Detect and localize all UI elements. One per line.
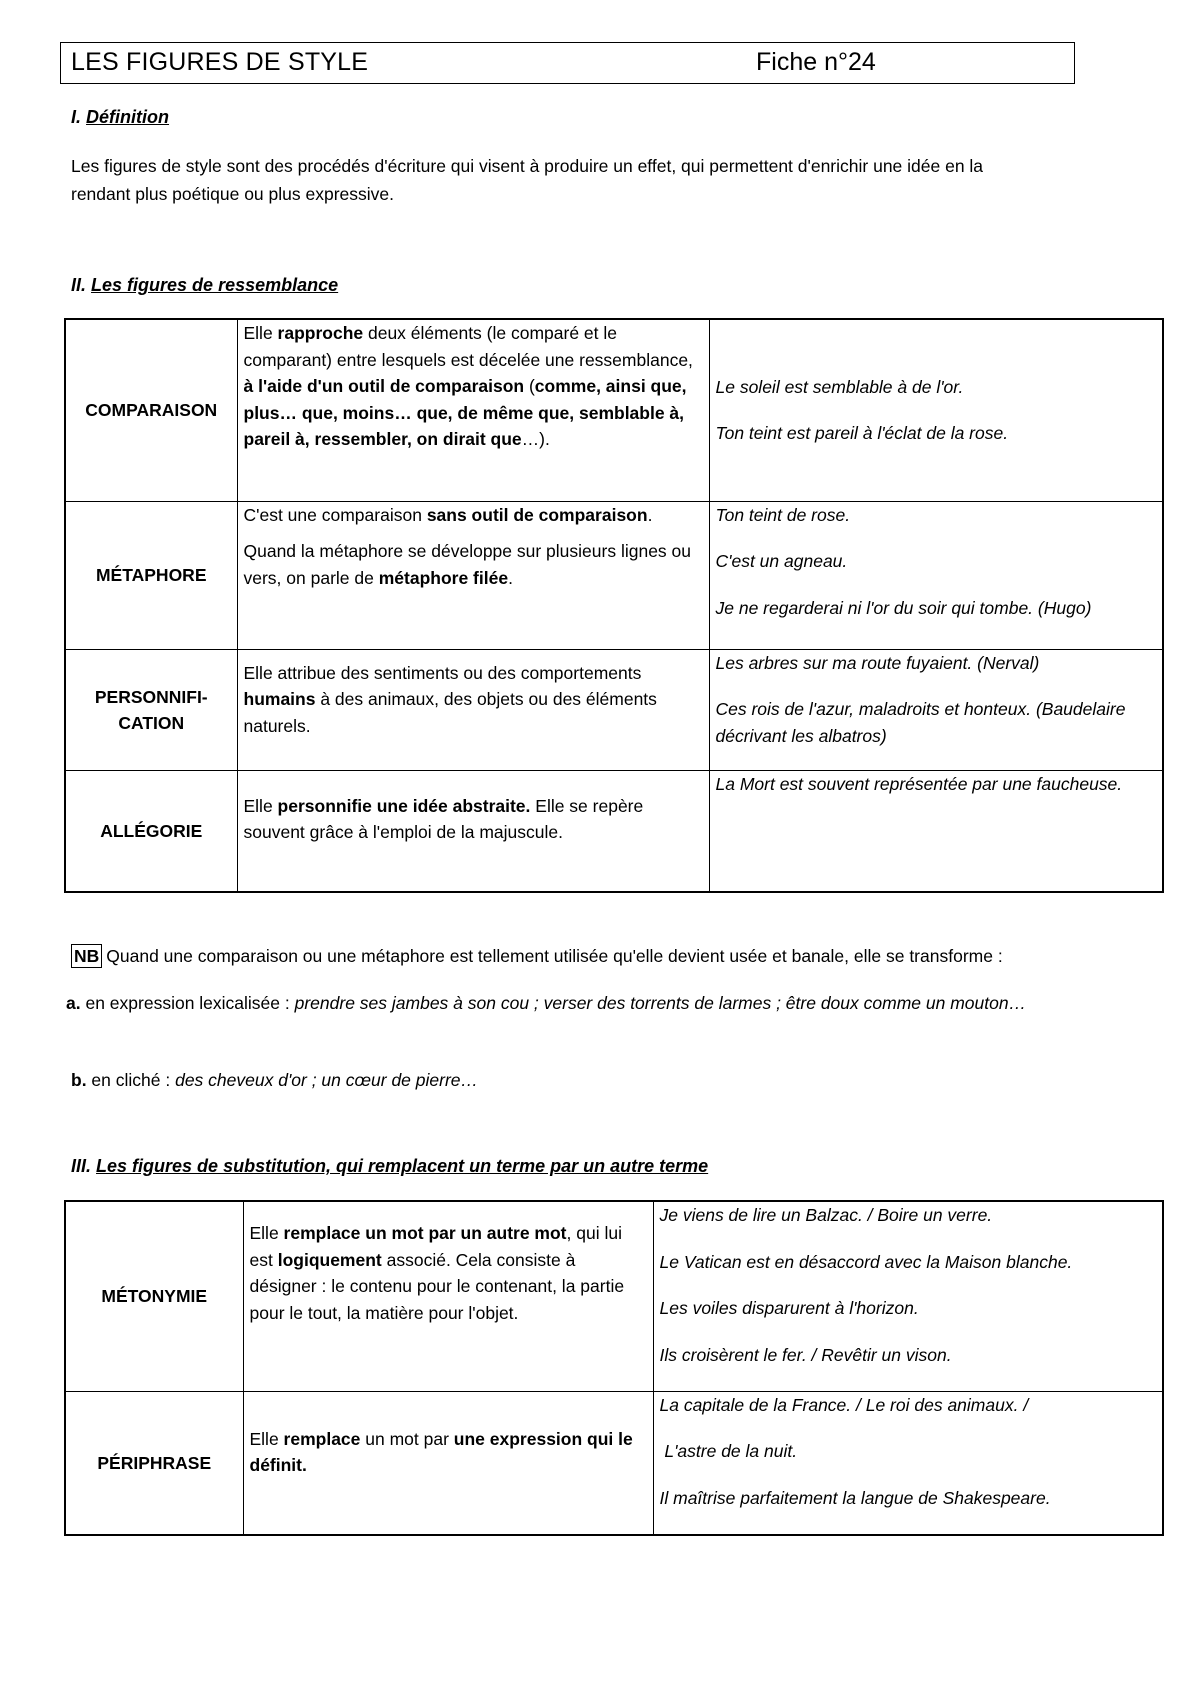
definition-cell: C'est une comparaison sans outil de comparaison. Quand la métaphore se développe sur plusieurs lignes ou vers, on parle de métaphore filée. [237, 501, 709, 649]
term-cell: PÉRIPHRASE [65, 1391, 243, 1535]
example-text: Les arbres sur ma route fuyaient. (Nerval) [715, 652, 1040, 673]
table-row [65, 501, 1163, 649]
header-box [60, 42, 1075, 84]
example-text: Il maîtrise parfaitement la langue de Shakespeare. [659, 1487, 1051, 1508]
example-text: L'astre de la nuit. [659, 1441, 798, 1461]
section-3-heading [71, 1156, 708, 1177]
example-text: Ils croisèrent le fer. / Revêtir un vison. [659, 1344, 952, 1365]
example-text: Le Vatican est en désaccord avec la Maison blanche. [659, 1251, 1073, 1272]
example-cell [709, 319, 1163, 501]
example-text: La Mort est souvent représentée par une faucheuse. [715, 773, 1123, 794]
example-cell [653, 1391, 1163, 1535]
term-cell: PERSONNIFI- CATION [65, 649, 237, 770]
section-3-title: Les figures de substitution, qui remplacent un terme par un autre terme [96, 1156, 709, 1176]
nb-item-a: a. en expression lexicalisée : prendre ses jambes à son cou ; verser des torrents de larmes ; être doux comme un mouton… [66, 993, 1027, 1013]
fiche-number: Fiche n°24 [756, 48, 876, 76]
example-text: Je viens de lire un Balzac. / Boire un verre. [659, 1205, 993, 1225]
example-text: Le soleil est semblable à de l'or. [715, 376, 964, 397]
example-cell [709, 649, 1163, 770]
example-text: C'est un agneau. [715, 551, 848, 571]
definition-line-1: Les figures de style sont des procédés d'écriture qui visent à produire un effet, qui permettent d'enrichir une idée en la [71, 156, 984, 176]
nb-text: Quand une comparaison ou une métaphore est tellement utilisée qu'elle devient usée et banale, elle se transforme : [106, 946, 1003, 966]
term-cell: ALLÉGORIE [65, 770, 237, 892]
nb-item-b: b. en cliché : des cheveux d'or ; un cœur de pierre… [71, 1070, 479, 1090]
table-row [65, 319, 1163, 501]
example-text: Ces rois de l'azur, maladroits et honteux. (Baudelaire décrivant les albatros) [715, 699, 1126, 746]
table-row [65, 1201, 1163, 1391]
example-cell [709, 770, 1163, 892]
example-text: Je ne regarderai ni l'or du soir qui tombe. (Hugo) [715, 597, 1092, 618]
page-title: LES FIGURES DE STYLE [71, 48, 369, 76]
definition-cell: Elle personnifie une idée abstraite. Elle se repère souvent grâce à l'emploi de la majuscule. [237, 770, 709, 892]
example-text: La capitale de la France. / Le roi des animaux. / [659, 1394, 1029, 1415]
section-1-heading [71, 107, 169, 128]
section-1-title: Définition [86, 107, 170, 127]
example-text: Ton teint de rose. [715, 504, 851, 525]
section-3-number: III. [71, 1156, 92, 1176]
definition-line-2: rendant plus poétique ou plus expressive. [71, 184, 394, 204]
section-1-number: I. [71, 107, 82, 127]
table-row [65, 649, 1163, 770]
table-row [65, 1391, 1163, 1535]
section-2-number: II. [71, 275, 87, 295]
term-cell: MÉTONYMIE [65, 1201, 243, 1391]
nb-label: NB [71, 944, 102, 968]
definition-cell: Elle attribue des sentiments ou des comportements humains à des animaux, des objets ou des éléments naturels. [237, 649, 709, 770]
section-2-heading [71, 275, 338, 296]
term-cell: MÉTAPHORE [65, 501, 237, 649]
definition-paragraph [71, 152, 1151, 208]
definition-cell: Elle rapproche deux éléments (le comparé et le comparant) entre lesquels est décelée une ressemblance, à l'aide d'un outil de comparaison (comme, ainsi que, plus… que, moins… que, de même que, semblable à, pareil à, ressembler, on dirait que…). [237, 319, 709, 501]
nb-paragraph [71, 942, 1151, 970]
example-text: Les voiles disparurent à l'horizon. [659, 1298, 919, 1318]
example-text: Ton teint est pareil à l'éclat de la rose. [715, 423, 1009, 444]
term-cell: COMPARAISON [65, 319, 237, 501]
table-row [65, 770, 1163, 892]
example-cell [709, 501, 1163, 649]
definition-cell: Elle remplace un mot par une expression qui le définit. [243, 1391, 653, 1535]
resemblance-table [64, 318, 1164, 893]
substitution-table [64, 1200, 1164, 1536]
example-cell [653, 1201, 1163, 1391]
section-2-title: Les figures de ressemblance [91, 275, 339, 295]
definition-cell: Elle remplace un mot par un autre mot, qui lui est logiquement associé. Cela consiste à désigner : le contenu pour le contenant, la partie pour le tout, la matière pour l'objet. [243, 1201, 653, 1391]
